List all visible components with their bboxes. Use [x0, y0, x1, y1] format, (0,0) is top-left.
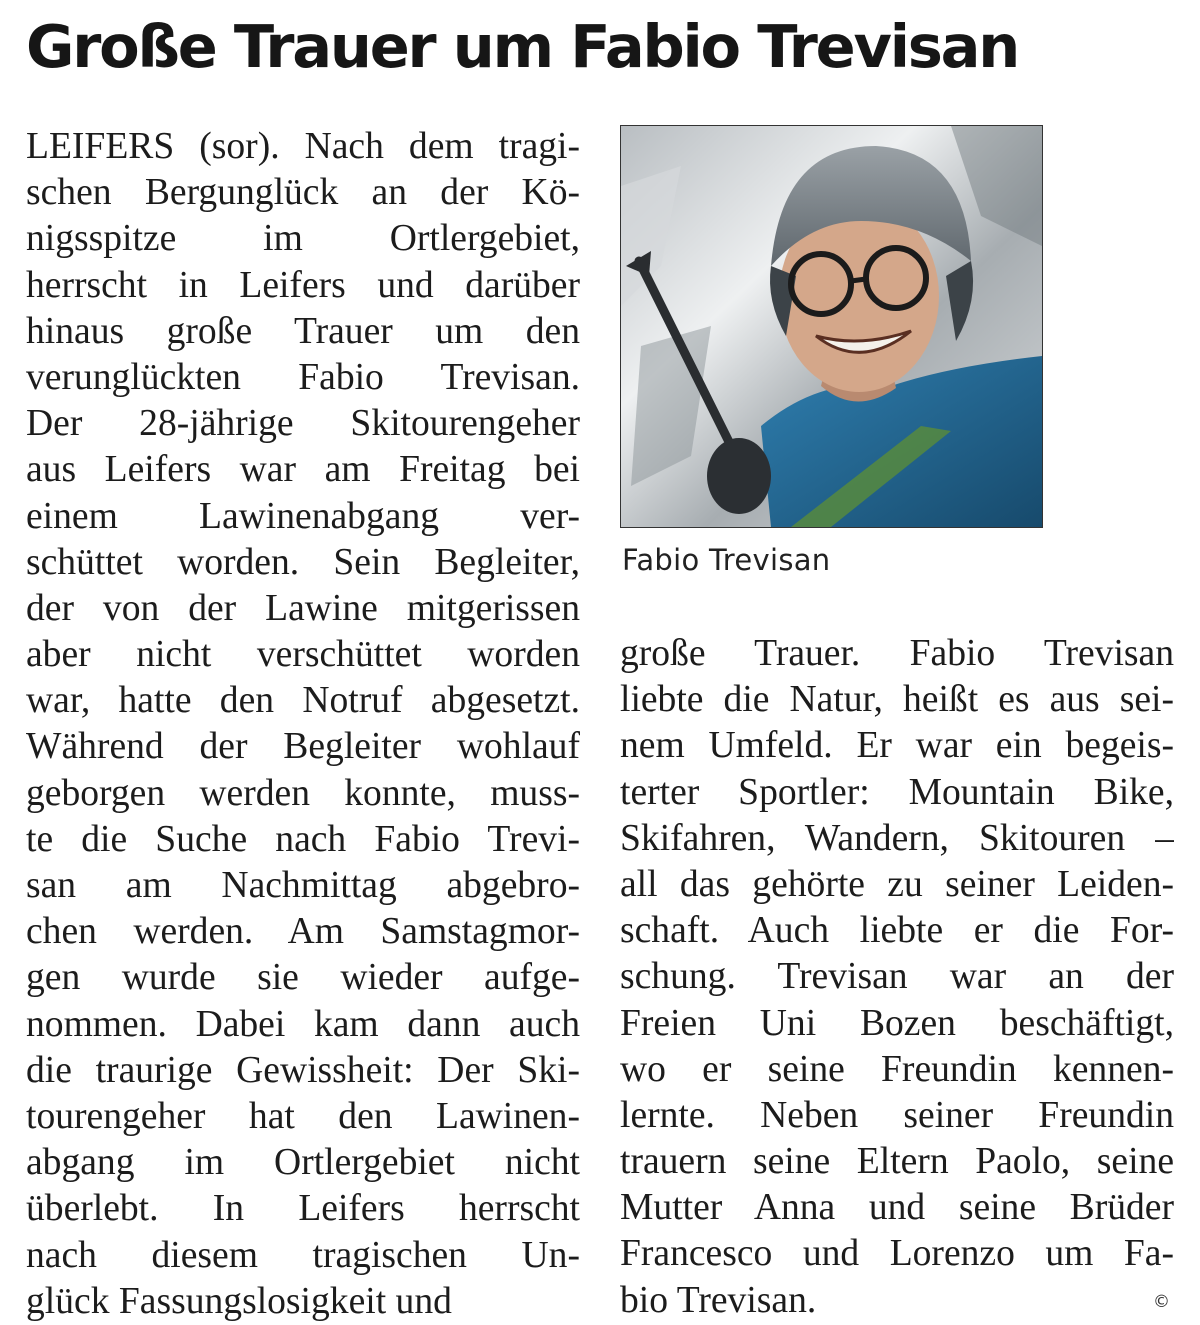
text-line: die traurige Gewissheit: Der Ski-: [26, 1049, 580, 1091]
text-line: te die Suche nach Fabio Trevi-: [26, 818, 580, 860]
text-line: war, hatte den Notruf abgesetzt.: [26, 680, 580, 722]
text-line: nigsspitze im Ortlergebiet,: [26, 218, 580, 260]
text-line: einem Lawinenabgang ver-: [26, 495, 580, 537]
text-line: Freien Uni Bozen beschäftigt,: [620, 1002, 1174, 1044]
text-line: abgang im Ortlergebiet nicht: [26, 1142, 580, 1184]
text-line: bio Trevisan.: [620, 1279, 817, 1321]
text-line: nem Umfeld. Er war ein begeis-: [620, 725, 1174, 767]
headline: Große Trauer um Fabio Trevisan: [26, 12, 1019, 81]
text-line: Mutter Anna und seine Brüder: [620, 1187, 1174, 1229]
copyright-mark: ©: [1153, 1292, 1170, 1312]
text-line: schaft. Auch liebte er die For-: [620, 910, 1174, 952]
text-line: Während der Begleiter wohlauf: [26, 726, 580, 768]
text-line: überlebt. In Leifers herrscht: [26, 1188, 580, 1230]
text-line: verunglückten Fabio Trevisan.: [26, 356, 580, 398]
text-line: aus Leifers war am Freitag bei: [26, 449, 580, 491]
article-column-left: [26, 124, 580, 1325]
text-line: wo er seine Freundin kennen-: [620, 1048, 1174, 1090]
text-line: herrscht in Leifers und darüber: [26, 264, 580, 306]
text-line: geborgen werden konnte, muss-: [26, 772, 580, 814]
portrait-photo: [620, 125, 1043, 528]
text-line: LEIFERS (sor). Nach dem tragi-: [26, 126, 580, 167]
text-line: glück Fassungslosigkeit und: [26, 1280, 452, 1322]
article-column-right: [620, 631, 1174, 1324]
text-line: hinaus große Trauer um den: [26, 310, 580, 352]
text-line: der von der Lawine mitgerissen: [26, 587, 580, 629]
text-line: schüttet worden. Sein Begleiter,: [26, 541, 580, 583]
photo-caption: Fabio Trevisan: [622, 543, 831, 577]
text-line: tourengeher hat den Lawinen-: [26, 1095, 580, 1137]
text-line: schung. Trevisan war an der: [620, 956, 1174, 998]
text-line: san am Nachmittag abgebro-: [26, 865, 580, 906]
text-line: all das gehörte zu seiner Leiden-: [620, 863, 1174, 905]
text-line: liebte die Natur, heißt es aus sei-: [620, 679, 1174, 721]
text-line: gen wurde sie wieder aufge-: [26, 957, 580, 999]
text-line: schen Bergunglück an der Kö-: [26, 172, 580, 214]
portrait-photo-icon: [621, 126, 1042, 527]
text-line: lernte. Neben seiner Freundin: [620, 1094, 1174, 1136]
text-line: terter Sportler: Mountain Bike,: [620, 771, 1174, 813]
text-line: Francesco und Lorenzo um Fa-: [620, 1233, 1174, 1275]
text-line: aber nicht verschüttet worden: [26, 634, 580, 676]
text-line: große Trauer. Fabio Trevisan: [620, 633, 1174, 674]
text-line: Skifahren, Wandern, Skitouren –: [620, 817, 1174, 859]
text-line: nommen. Dabei kam dann auch: [26, 1003, 580, 1045]
text-line: Der 28-jährige Skitourengeher: [26, 403, 580, 445]
text-line: trauern seine Eltern Paolo, seine: [620, 1141, 1174, 1183]
text-line: chen werden. Am Samstagmor-: [26, 911, 580, 953]
text-line: nach diesem tragischen Un-: [26, 1234, 580, 1276]
